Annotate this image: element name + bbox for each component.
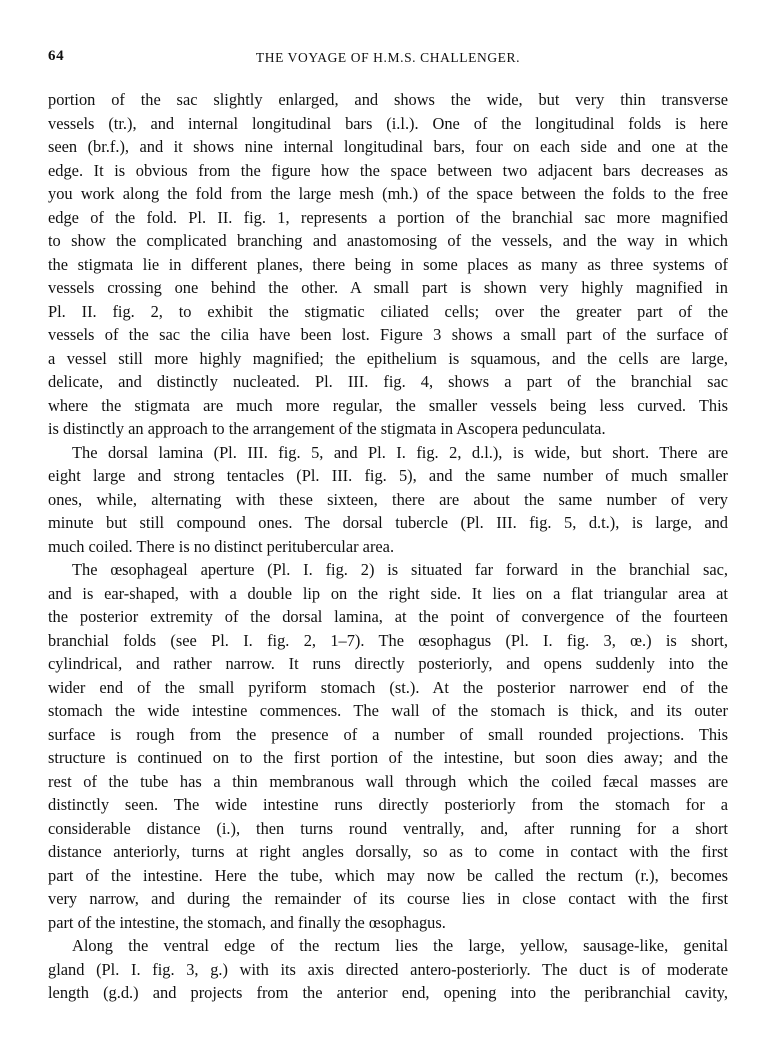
document-page xyxy=(48,48,728,1005)
running-title: THE VOYAGE OF H.M.S. CHALLENGER. xyxy=(255,50,521,65)
text-line: edge of the fold. Pl. II. fig. 1, represents a portion of the branchial sac more magnified xyxy=(48,207,728,227)
text-line: a vessel still more highly magnified; the epithelium is squamous, and the cells are large, xyxy=(48,348,728,368)
text-line: cylindrical, and rather narrow. It runs directly posteriorly, and opens suddenly into the xyxy=(48,654,728,673)
text-line: branchial folds (see Pl. I. fig. 2, 1–7). The œsophagus (Pl. I. fig. 3, œ.) is short, xyxy=(48,630,728,650)
paragraph xyxy=(48,934,728,1005)
text-line: The œsophageal aperture (Pl. I. fig. 2) is situated far forward in the branchial sac, xyxy=(72,560,728,579)
body-text xyxy=(48,88,728,1005)
text-line: edge. It is obvious from the figure how the space between two adjacent bars decreases as xyxy=(48,160,728,180)
text-line: vessels crossing one behind the other. A small part is shown very highly magnified in xyxy=(48,278,728,297)
text-line: stomach the wide intestine commences. The wall of the stomach is thick, and its outer xyxy=(48,701,728,720)
text-line: length (g.d.) and projects from the anterior end, opening into the peribranchial cavity, xyxy=(48,983,728,1002)
text-line: part of the intestine, the stomach, and finally the œsophagus. xyxy=(48,912,446,932)
paragraph xyxy=(48,441,728,559)
text-line: minute but still compound ones. The dorsal tubercle (Pl. III. fig. 5, d.t.), is large, and xyxy=(48,513,728,532)
text-line: and is ear-shaped, with a double lip on the right side. It lies on a flat triangular area at xyxy=(48,583,728,603)
text-line: wider end of the small pyriform stomach (st.). At the posterior narrower end of the xyxy=(48,677,728,697)
text-line: much coiled. There is no distinct peritubercular area. xyxy=(48,536,395,556)
text-line: is distinctly an approach to the arrangement of the stigmata in Ascopera pedunculata. xyxy=(48,419,606,438)
text-line: very narrow, and during the remainder of its course lies in close contact with the first xyxy=(48,889,728,908)
text-line: considerable distance (i.), then turns round ventrally, and, after running for a short xyxy=(48,818,728,838)
text-line: ones, while, alternating with these sixteen, there are about the same number of very xyxy=(48,489,728,509)
text-line: vessels of the sac the cilia have been lost. Figure 3 shows a small part of the surface of xyxy=(48,325,728,344)
text-line: you work along the fold from the large mesh (mh.) of the space between the folds to the free xyxy=(48,184,728,203)
text-line: delicate, and distinctly nucleated. Pl. III. fig. 4, shows a part of the branchial sac xyxy=(48,372,728,391)
text-line: gland (Pl. I. fig. 3, g.) with its axis directed antero-posteriorly. The duct is of moderate xyxy=(48,959,728,979)
text-line: surface is rough from the presence of a number of small rounded projections. This xyxy=(48,724,728,744)
text-line: distance anteriorly, turns at right angles dorsally, so as to come in contact with the first xyxy=(48,842,728,861)
text-line: Along the ventral edge of the rectum lies the large, yellow, sausage-like, genital xyxy=(72,936,728,955)
text-line: structure is continued on to the first portion of the intestine, but soon dies away; and the xyxy=(48,748,728,767)
text-line: The dorsal lamina (Pl. III. fig. 5, and Pl. I. fig. 2, d.l.), is wide, but short. There are xyxy=(72,442,728,462)
text-line: portion of the sac slightly enlarged, and shows the wide, but very thin transverse xyxy=(48,90,728,109)
text-line: the stigmata lie in different planes, there being in some places as many as three systems of xyxy=(48,254,728,274)
text-line: seen (br.f.), and it shows nine internal longitudinal bars, four on each side and one at the xyxy=(48,137,728,156)
text-line: part of the intestine. Here the tube, which may now be called the rectum (r.), becomes xyxy=(48,865,728,885)
text-line: eight large and strong tentacles (Pl. III. fig. 5), and the same number of much smaller xyxy=(48,466,728,485)
text-line: where the stigmata are much more regular, the smaller vessels being less curved. This xyxy=(48,395,728,415)
page-number: 64 xyxy=(48,48,65,64)
text-line: vessels (tr.), and internal longitudinal bars (i.l.). One of the longitudinal folds is here xyxy=(48,113,728,133)
text-line: Pl. II. fig. 2, to exhibit the stigmatic ciliated cells; over the greater part of the xyxy=(48,301,728,321)
text-line: rest of the tube has a thin membranous wall through which the coiled fæcal masses are xyxy=(48,771,728,791)
text-line: distinctly seen. The wide intestine runs directly posteriorly from the stomach for a xyxy=(48,795,728,814)
page-header xyxy=(48,48,728,70)
paragraph xyxy=(48,558,728,934)
text-line: to show the complicated branching and anastomosing of the vessels, and the way in which xyxy=(48,231,728,250)
text-line: the posterior extremity of the dorsal lamina, at the point of convergence of the fourteen xyxy=(48,607,728,626)
paragraph xyxy=(48,88,728,441)
